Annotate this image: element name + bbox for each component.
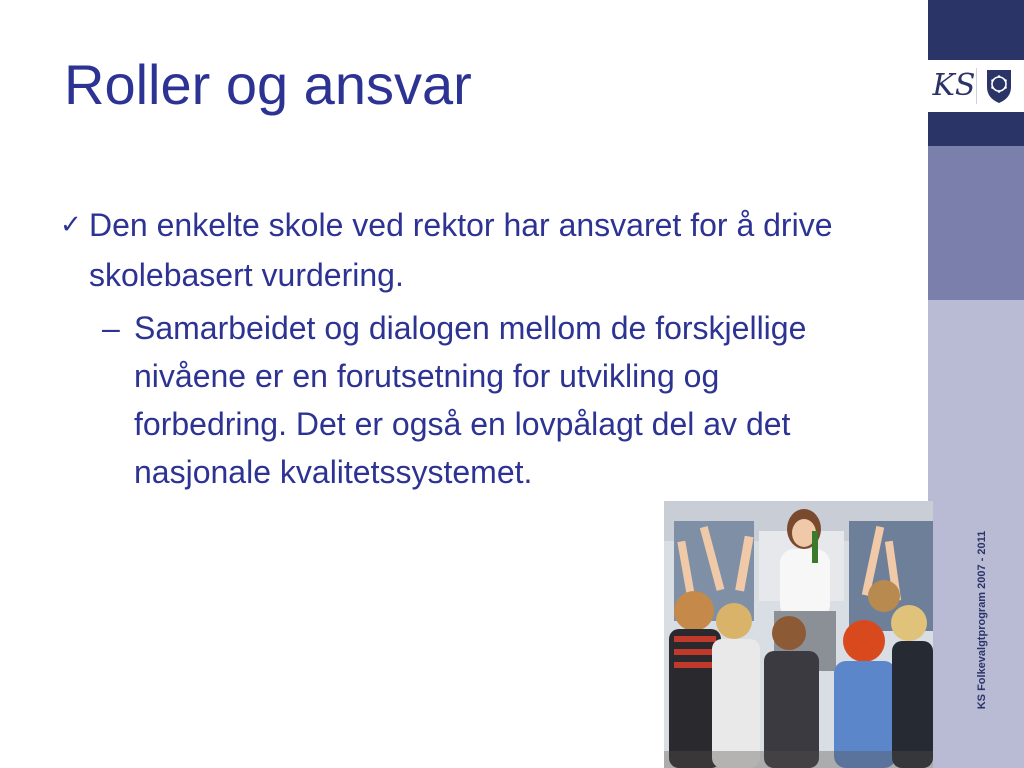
classroom-photo — [664, 501, 933, 768]
bullet-text: Den enkelte skole ved rektor har ansvaret for å drive skolebasert vurdering. — [89, 207, 833, 293]
program-footer-text: KS Folkevalgtprogram 2007 - 2011 — [976, 530, 988, 710]
bullet-level-1 — [60, 200, 870, 300]
checkmark-icon: ✓ — [60, 210, 82, 240]
logo-divider — [976, 68, 977, 104]
sub-bullet-text: Samarbeidet og dialogen mellom de forskjellige nivåene er en forutsetning for utvikling og forbedring. Det er også en lovpålagt del av det nasjonale kvalitetssystemet. — [134, 310, 807, 490]
shield-icon — [984, 67, 1014, 105]
classroom-photo-image — [664, 501, 933, 768]
program-footer — [972, 520, 992, 720]
ks-logo-text: KS — [932, 68, 976, 103]
slide-body — [60, 200, 870, 496]
sidebar-band-top — [928, 0, 1024, 60]
sidebar-band-3 — [928, 146, 1024, 300]
slide-title: Roller og ansvar — [64, 53, 472, 116]
bullet-level-2 — [102, 304, 824, 496]
sidebar-band-2 — [928, 112, 1024, 146]
dash-icon: – — [102, 310, 120, 346]
ks-logo — [928, 60, 1024, 112]
